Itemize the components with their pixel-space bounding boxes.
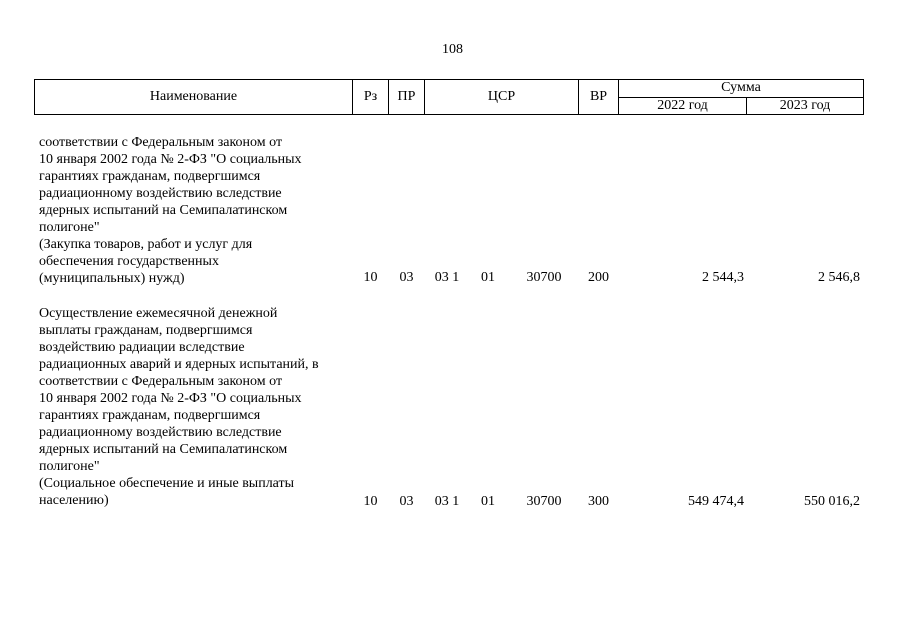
row-name-line: населению)	[39, 493, 109, 508]
cell-sum-2022: 549 474,4	[688, 494, 744, 509]
cell-csr-direction: 30700	[526, 270, 562, 285]
cell-csr-program: 03 1	[434, 494, 460, 509]
row-name-line: (Социальное обеспечение и иные выплаты	[39, 476, 295, 491]
cell-pr: 03	[399, 270, 414, 285]
cell-vr: 200	[588, 270, 609, 285]
header-year-2022: 2022 год	[657, 98, 708, 113]
header-pr: ПР	[397, 89, 416, 104]
cell-csr-direction: 30700	[526, 494, 562, 509]
row-name-line: соответствии с Федеральным законом от	[39, 374, 283, 389]
row-name-line: 10 января 2002 года № 2-ФЗ "О социальных	[39, 391, 302, 406]
header-vr: ВР	[589, 89, 608, 104]
row-name-line: воздействию радиации вследствие	[39, 340, 245, 355]
row-name-line: ядерных испытаний на Семипалатинском	[39, 442, 288, 457]
page-number: 108	[442, 42, 463, 57]
cell-csr-subprogram: 01	[481, 270, 495, 285]
row-name-line: 10 января 2002 года № 2-ФЗ "О социальных	[39, 152, 302, 167]
cell-vr: 300	[588, 494, 609, 509]
row-name	[39, 305, 349, 509]
row-name-line: обеспечения государственных	[39, 254, 219, 269]
header-bottom-border	[34, 114, 864, 115]
cell-csr-program: 03 1	[434, 270, 460, 285]
row-name-line: полигоне"	[39, 459, 100, 474]
row-name-line: гарантиях гражданам, подвергшимся	[39, 408, 261, 423]
row-name-line: полигоне"	[39, 220, 100, 235]
header-right-border	[863, 79, 864, 115]
header-csr: ЦСР	[487, 89, 516, 104]
header-sum: Сумма	[721, 80, 761, 95]
header-name: Наименование	[149, 89, 238, 104]
header-rz: Рз	[363, 89, 378, 104]
cell-rz: 10	[363, 494, 378, 509]
cell-sum-2022: 2 544,3	[702, 270, 744, 285]
row-name-line: радиационных аварий и ядерных испытаний, в	[39, 357, 319, 372]
row-name-line: ядерных испытаний на Семипалатинском	[39, 203, 288, 218]
row-name-line: (муниципальных) нужд)	[39, 271, 185, 286]
row-name-line: выплаты гражданам, подвергшимся	[39, 323, 253, 338]
row-name	[39, 134, 349, 287]
header-year-2023: 2023 год	[779, 98, 831, 113]
row-name-line: радиационному воздействию вследствие	[39, 186, 282, 201]
cell-csr-subprogram: 01	[481, 494, 495, 509]
cell-sum-2023: 2 546,8	[818, 270, 860, 285]
row-name-line: соответствии с Федеральным законом от	[39, 135, 283, 150]
cell-sum-2023: 550 016,2	[804, 494, 860, 509]
row-name-line: радиационному воздействию вследствие	[39, 425, 282, 440]
row-name-line: (Закупка товаров, работ и услуг для	[39, 237, 253, 252]
cell-rz: 10	[363, 270, 378, 285]
row-name-line: Осуществление ежемесячной денежной	[39, 306, 278, 321]
cell-pr: 03	[399, 494, 414, 509]
row-name-line: гарантиях гражданам, подвергшимся	[39, 169, 261, 184]
